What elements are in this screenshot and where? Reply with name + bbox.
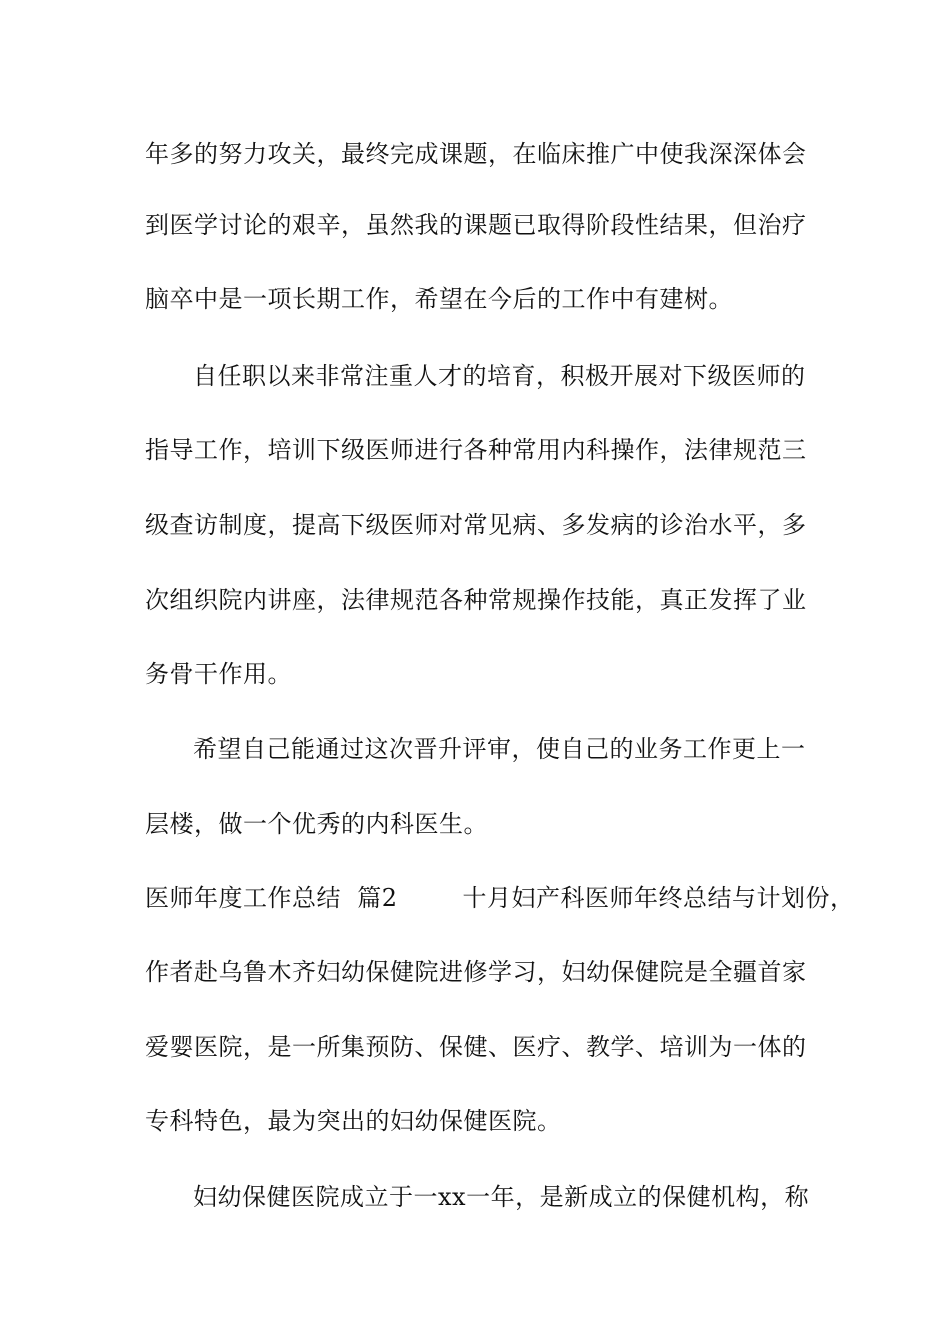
text-line: 脑卒中是一项长期工作，希望在今后的工作中有建树。 <box>145 285 733 313</box>
text-line: 专科特色，最为突出的妇幼保健医院。 <box>145 1107 562 1135</box>
text-line: 自任职以来非常注重人才的培育，积极开展对下级医师的 <box>193 362 806 390</box>
text-line: 年多的努力攻关，最终完成课题，在临床推广中使我深深体会 <box>145 140 807 168</box>
text-line: 务骨干作用。 <box>145 660 292 688</box>
text-line: 爱婴医院，是一所集预防、保健、医疗、教学、培训为一体的 <box>145 1033 807 1061</box>
text-line: 到医学讨论的艰辛，虽然我的课题已取得阶段性结果，但治疗 <box>145 211 807 239</box>
text-line: 妇幼保健医院成立于一xx一年，是新成立的保健机构，称 <box>193 1183 810 1211</box>
text-line: 希望自己能通过这次晋升评审，使自己的业务工作更上一 <box>193 735 806 763</box>
text-line: 层楼，做一个优秀的内科医生。 <box>145 810 488 838</box>
section-heading-line: 医师年度工作总结 篇2 十月妇产科医师年终总结与计划份， <box>145 884 855 912</box>
text-line: 次组织院内讲座，法律规范各种常规操作技能，真正发挥了业 <box>145 586 807 614</box>
text-line: 级查访制度，提高下级医师对常见病、多发病的诊治水平，多 <box>145 511 807 539</box>
text-line: 作者赴乌鲁木齐妇幼保健院进修学习，妇幼保健院是全疆首家 <box>145 958 807 986</box>
text-line: 指导工作，培训下级医师进行各种常用内科操作，法律规范三 <box>145 436 807 464</box>
